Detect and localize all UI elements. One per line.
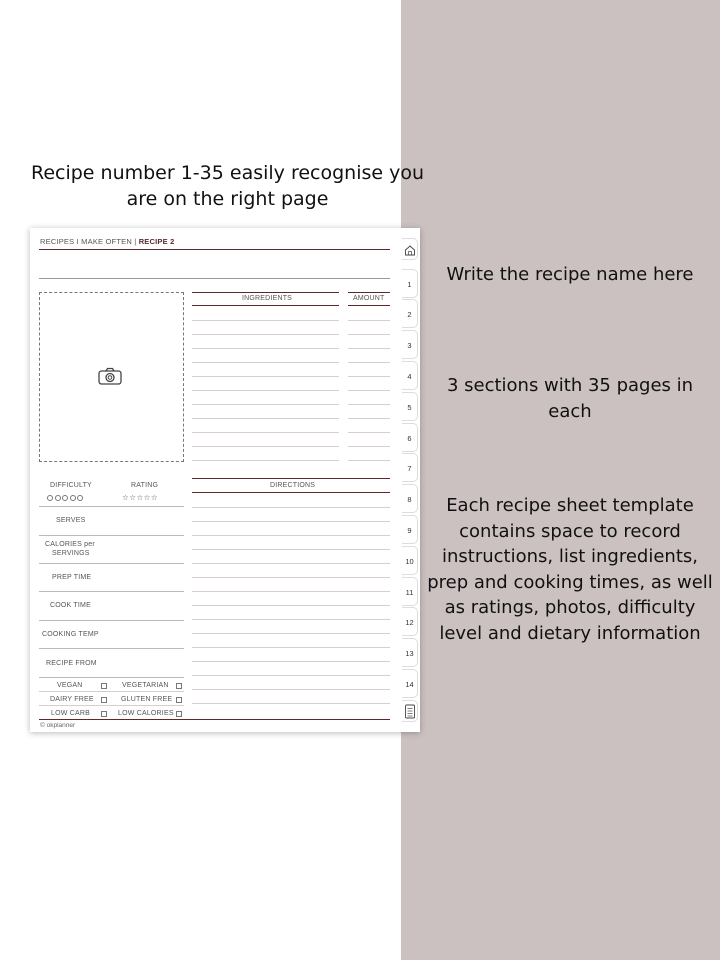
amount-bottom-rule bbox=[348, 305, 390, 306]
direction-line[interactable] bbox=[192, 633, 390, 634]
footer-brand: © okplanner bbox=[40, 722, 76, 729]
dairy-free-label: DAIRY FREE bbox=[50, 696, 94, 703]
right-panel-background bbox=[401, 0, 720, 960]
recipe-tab[interactable]: 12 bbox=[402, 607, 418, 636]
direction-line[interactable] bbox=[192, 507, 390, 508]
servings-label: SERVINGS bbox=[52, 550, 90, 557]
prep-time-label: PREP TIME bbox=[52, 574, 92, 581]
recipe-tab[interactable]: 3 bbox=[402, 330, 418, 359]
dietary-divider bbox=[39, 705, 184, 706]
caption-sections: 3 sections with 35 pages in each bbox=[446, 375, 694, 422]
vegan-label: VEGAN bbox=[57, 682, 83, 689]
directions-bottom-rule bbox=[192, 492, 390, 493]
ingredient-line[interactable] bbox=[192, 334, 339, 335]
directions-top-rule bbox=[192, 478, 390, 479]
direction-line[interactable] bbox=[192, 591, 390, 592]
difficulty-label: DIFFICULTY bbox=[50, 482, 92, 489]
cook-time-line[interactable] bbox=[39, 620, 184, 621]
direction-line[interactable] bbox=[192, 675, 390, 676]
ingredient-line[interactable] bbox=[192, 320, 339, 321]
gluten-free-checkbox[interactable] bbox=[176, 697, 182, 703]
amount-line[interactable] bbox=[348, 348, 390, 349]
amount-line[interactable] bbox=[348, 362, 390, 363]
amount-top-rule bbox=[348, 292, 390, 293]
recipe-tab[interactable]: 5 bbox=[402, 392, 418, 421]
ingredients-header: INGREDIENTS bbox=[242, 295, 293, 302]
direction-line[interactable] bbox=[192, 605, 390, 606]
index-list-icon bbox=[402, 701, 418, 723]
recipe-tab[interactable]: 14 bbox=[402, 669, 418, 698]
home-tab[interactable] bbox=[402, 238, 418, 260]
ingredient-line[interactable] bbox=[192, 446, 339, 447]
amount-line[interactable] bbox=[348, 404, 390, 405]
vegan-checkbox[interactable] bbox=[101, 683, 107, 689]
cooking-temp-line[interactable] bbox=[39, 648, 184, 649]
serves-line[interactable] bbox=[39, 535, 184, 536]
caption-recipe-number: Recipe number 1-35 easily recognise you are on the right page bbox=[30, 162, 425, 210]
recipe-tab[interactable]: 10 bbox=[402, 546, 418, 575]
difficulty-circle[interactable] bbox=[62, 495, 68, 501]
ingredients-top-rule bbox=[192, 292, 339, 293]
direction-line[interactable] bbox=[192, 521, 390, 522]
cooking-temp-label: COOKING TEMP bbox=[42, 631, 99, 638]
calories-line[interactable] bbox=[39, 563, 184, 564]
difficulty-selector[interactable] bbox=[47, 494, 85, 502]
serves-label: SERVES bbox=[56, 517, 86, 524]
amount-line[interactable] bbox=[348, 460, 390, 461]
amount-line[interactable] bbox=[348, 334, 390, 335]
recipe-tab[interactable]: 11 bbox=[402, 577, 418, 606]
difficulty-circle[interactable] bbox=[55, 495, 61, 501]
recipe-tab[interactable]: 1 bbox=[402, 269, 418, 298]
recipe-tab[interactable]: 9 bbox=[402, 515, 418, 544]
recipe-tab[interactable]: 4 bbox=[402, 361, 418, 390]
bottom-rule bbox=[39, 719, 390, 720]
cook-time-label: COOK TIME bbox=[50, 602, 91, 609]
breadcrumb-separator: | bbox=[134, 237, 137, 246]
low-carb-label: LOW CARB bbox=[51, 710, 90, 717]
photo-box[interactable] bbox=[39, 292, 184, 462]
breadcrumb[interactable]: RECIPES I MAKE OFTEN bbox=[40, 237, 132, 246]
recipe-tab[interactable]: 6 bbox=[402, 423, 418, 452]
vegetarian-label: VEGETARIAN bbox=[122, 682, 169, 689]
direction-line[interactable] bbox=[192, 549, 390, 550]
amount-line[interactable] bbox=[348, 418, 390, 419]
ingredient-line[interactable] bbox=[192, 362, 339, 363]
amount-line[interactable] bbox=[348, 376, 390, 377]
amount-line[interactable] bbox=[348, 320, 390, 321]
dairy-free-checkbox[interactable] bbox=[101, 697, 107, 703]
direction-line[interactable] bbox=[192, 689, 390, 690]
amount-line[interactable] bbox=[348, 446, 390, 447]
caption-recipe-name: Write the recipe name here bbox=[446, 264, 694, 285]
direction-line[interactable] bbox=[192, 647, 390, 648]
index-tab[interactable] bbox=[402, 700, 418, 722]
ingredient-line[interactable] bbox=[192, 348, 339, 349]
recipe-from-line[interactable] bbox=[39, 677, 184, 678]
recipe-tab[interactable]: 13 bbox=[402, 638, 418, 667]
ingredient-line[interactable] bbox=[192, 460, 339, 461]
calories-label: CALORIES per bbox=[45, 541, 95, 548]
direction-line[interactable] bbox=[192, 577, 390, 578]
dietary-divider bbox=[39, 691, 184, 692]
recipe-sheet bbox=[30, 228, 420, 732]
difficulty-circle[interactable] bbox=[70, 495, 76, 501]
ingredient-line[interactable] bbox=[192, 404, 339, 405]
ingredient-line[interactable] bbox=[192, 376, 339, 377]
camera-icon bbox=[98, 367, 122, 385]
recipe-name-line[interactable] bbox=[39, 278, 390, 279]
direction-line[interactable] bbox=[192, 535, 390, 536]
recipe-tab[interactable]: 7 bbox=[402, 453, 418, 482]
prep-time-line[interactable] bbox=[39, 591, 184, 592]
difficulty-circle[interactable] bbox=[47, 495, 53, 501]
direction-line[interactable] bbox=[192, 619, 390, 620]
header-divider bbox=[39, 249, 390, 250]
caption-features: Each recipe sheet template contains space to record instructions, list ingredients, prep and cooking times, as well as ratings, photos, difficulty level and dietary information bbox=[427, 495, 713, 644]
recipe-tab[interactable]: 2 bbox=[402, 299, 418, 328]
gluten-free-label: GLUTEN FREE bbox=[121, 696, 173, 703]
ingredient-line[interactable] bbox=[192, 432, 339, 433]
ingredients-bottom-rule bbox=[192, 305, 339, 306]
recipe-from-label: RECIPE FROM bbox=[46, 660, 97, 667]
recipe-number-label: RECIPE 2 bbox=[138, 237, 175, 246]
sheet-header bbox=[40, 237, 174, 246]
rating-stars[interactable]: ☆☆☆☆☆ bbox=[122, 493, 159, 502]
home-icon bbox=[402, 239, 418, 261]
amount-header: AMOUNT bbox=[353, 295, 385, 302]
low-calories-label: LOW CALORIES bbox=[118, 710, 174, 717]
recipe-tab[interactable]: 8 bbox=[402, 484, 418, 513]
vegetarian-checkbox[interactable] bbox=[176, 683, 182, 689]
ingredient-line[interactable] bbox=[192, 418, 339, 419]
direction-line[interactable] bbox=[192, 661, 390, 662]
difficulty-circle[interactable] bbox=[77, 495, 83, 501]
ingredient-line[interactable] bbox=[192, 390, 339, 391]
direction-line[interactable] bbox=[192, 703, 390, 704]
directions-header: DIRECTIONS bbox=[270, 482, 316, 489]
low-carb-checkbox[interactable] bbox=[101, 711, 107, 717]
field-divider bbox=[39, 506, 184, 507]
amount-line[interactable] bbox=[348, 432, 390, 433]
amount-line[interactable] bbox=[348, 390, 390, 391]
low-calories-checkbox[interactable] bbox=[176, 711, 182, 717]
rating-label: RATING bbox=[131, 482, 159, 489]
direction-line[interactable] bbox=[192, 563, 390, 564]
